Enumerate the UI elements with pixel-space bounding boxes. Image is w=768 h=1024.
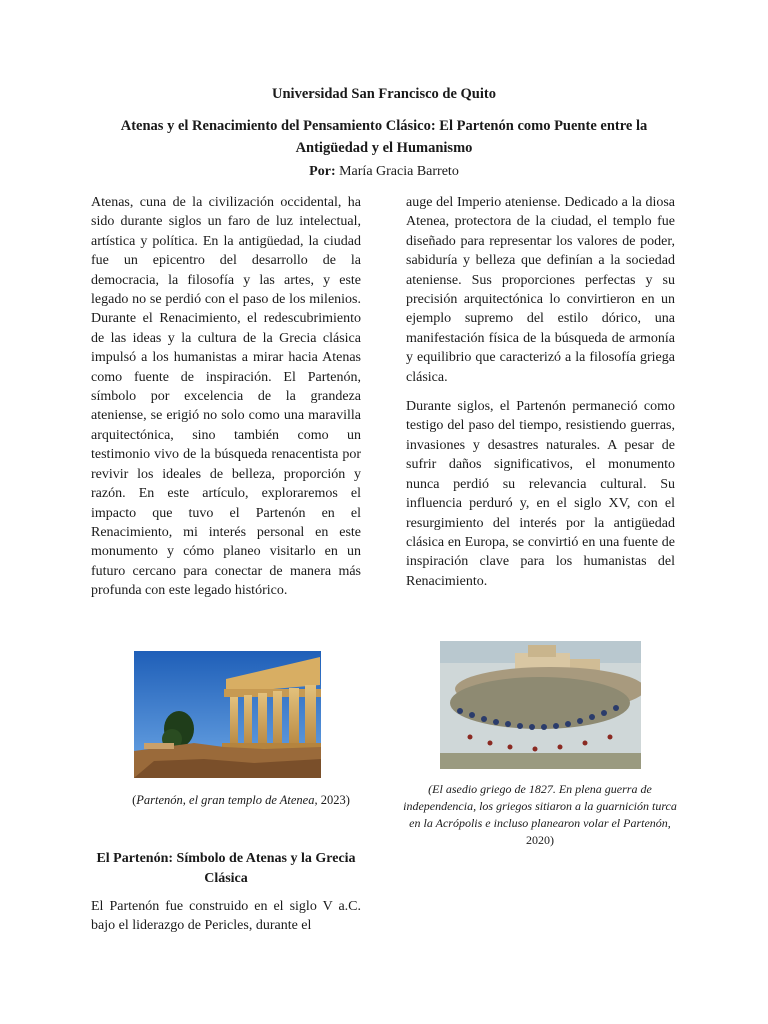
siege-painting bbox=[440, 641, 641, 769]
caption-open: ( bbox=[132, 793, 137, 807]
article-title: Atenas y el Renacimiento del Pensamiento Clásico: El Partenón como Puente entre la Antigüedad y el Humanismo bbox=[120, 118, 648, 156]
by-label: Por: bbox=[309, 164, 336, 179]
caption-year: 2023) bbox=[317, 793, 350, 807]
section-body bbox=[91, 897, 361, 943]
author-name: María Gracia Barreto bbox=[339, 164, 459, 179]
column-left bbox=[91, 193, 361, 608]
parthenon-photo bbox=[134, 651, 321, 778]
column-right bbox=[406, 193, 675, 598]
figure-caption bbox=[400, 781, 680, 849]
university-name: Universidad San Francisco de Quito bbox=[272, 86, 496, 102]
caption-title: Partenón, el gran templo de Atenea, bbox=[136, 793, 318, 807]
caption-text: (El asedio griego de 1827. En plena guerra de independencia, los griegos sitiaron a la guarnición turca en la Acrópolis e incluso planearon volar el Partenón, bbox=[403, 782, 677, 830]
figure-caption bbox=[91, 792, 391, 809]
body-paragraph: Durante siglos, el Partenón permaneció como testigo del paso del tiempo, resistiendo guerras, invasiones y desastres naturales. A pesar de sufrir daños significativos, el monumento nunca perdió su relevancia cultural. Su influencia perduró y, en el siglo XV, con el resurgimiento del interés por la antigüedad clásica en Europa, se convirtió en una fuente de inspiración clave para los humanistas del Renacimiento. bbox=[406, 399, 675, 589]
caption-year: 2020) bbox=[526, 833, 554, 847]
body-paragraph: El Partenón fue construido en el siglo V a.C. bajo el liderazgo de Pericles, durante el bbox=[91, 899, 361, 934]
parthenon-illustration bbox=[134, 651, 321, 778]
intro-paragraph: Atenas, cuna de la civilización occidental, ha sido durante siglos un faro de luz intelectual, artística y política. En la antigüedad, la ciudad fue un epicentro del desarrollo de la democracia, la filosofía y las artes, y este legado no se perdió con el paso de los milenios. Durante el Renacimiento, el redescubrimiento de las ideas y la cultura de la Grecia clásica impulsó a los humanistas a mirar hacia Atenas como fuente de inspiración. El Partenón, símbolo por excelencia de la grandeza ateniense, se erigió no solo como una maravilla arquitectónica, sino también como un testimonio vivo de la búsqueda renacentista por revivir los ideales de belleza, proporción y razón. En este artículo, exploraremos el impacto que tuvo el Partenón en el Renacimiento, mi interés personal en este monumento y cómo planeo visitarlo en un futuro cercano para conectar de manera más profunda con este legado histórico. bbox=[91, 195, 361, 599]
siege-illustration bbox=[440, 641, 641, 769]
section-heading: El Partenón: Símbolo de Atenas y la Grecia Clásica bbox=[96, 851, 356, 886]
body-paragraph: auge del Imperio ateniense. Dedicado a la diosa Atenea, protectora de la ciudad, el templo fue diseñado para representar los valores de poder, sabiduría y belleza que definían a la sociedad ateniense. Sus proporciones perfectas y su precisión arquitectónica lo convirtieron en un ejemplo supremo del estilo dórico, una manifestación física de la búsqueda de armonía y equilibrio que caracterizó a la filosofía griega clásica. bbox=[406, 195, 675, 385]
byline bbox=[0, 164, 768, 180]
